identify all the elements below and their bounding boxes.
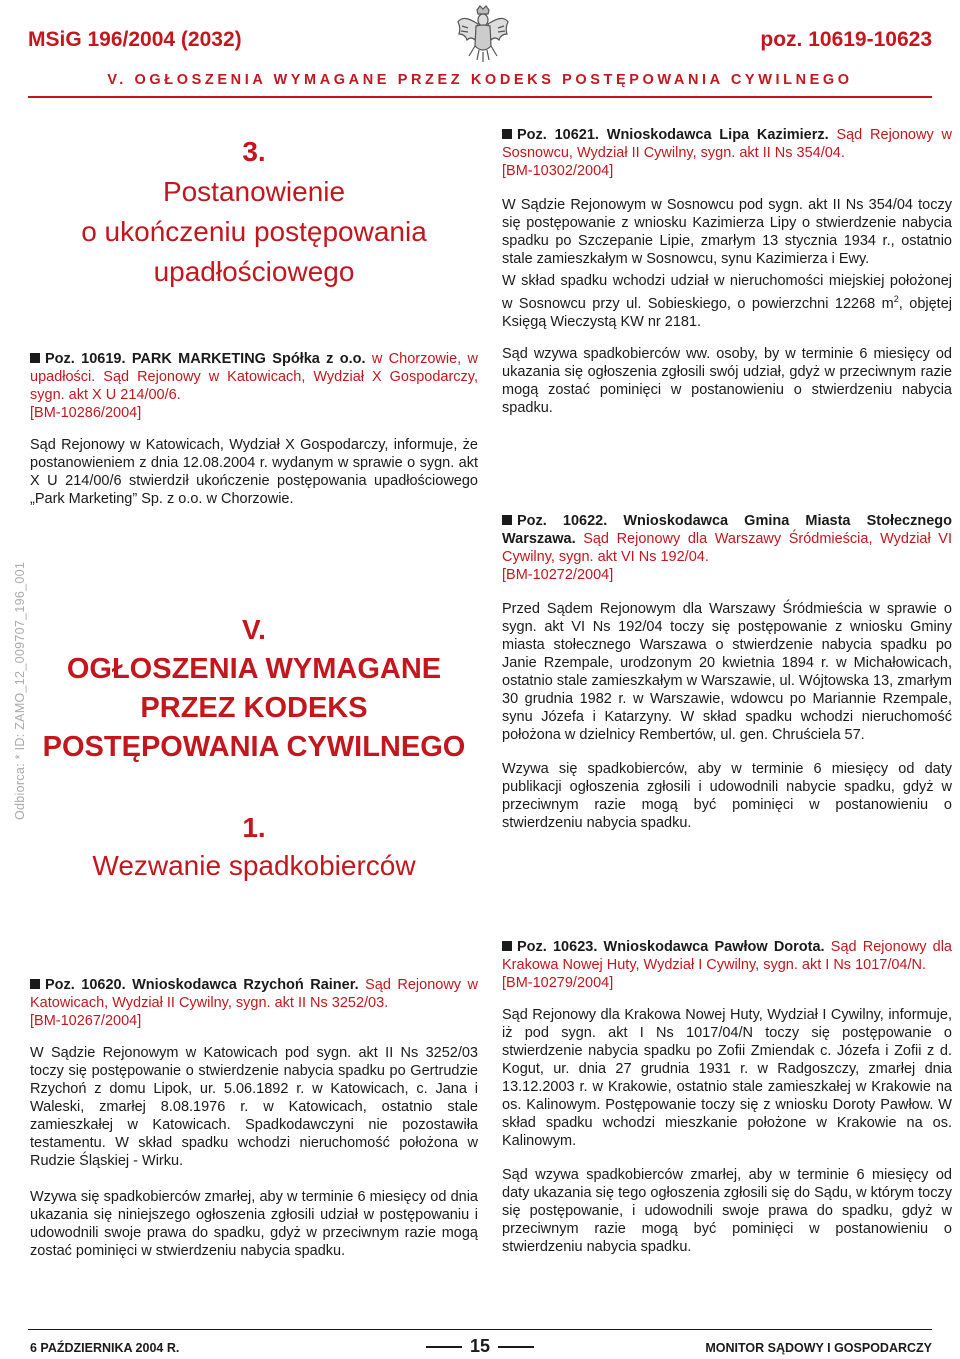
notice-court: Sąd Rejonowy w Sosnowcu, Wydział II Cywilny, sygn. akt II Ns 354/04. [502, 127, 952, 161]
sectionV-title [30, 650, 478, 767]
publication-name: MONITOR SĄDOWY I GOSPODARCZY [705, 1341, 932, 1355]
notice-title: Poz. 10621. Wnioskodawca Lipa Kazimierz. [517, 127, 829, 143]
square-bullet-icon [502, 129, 512, 139]
section3-title-line: Postanowienie [162, 176, 346, 207]
notice-header [30, 976, 478, 1030]
issue-date: 6 PAŹDZIERNIKA 2004 R. [30, 1341, 180, 1355]
position-range: poz. 10619-10623 [760, 28, 932, 51]
notice-paragraph: Przed Sądem Rejonowym dla Warszawy Śródmieścia w sprawie o sygn. akt VI Ns 192/04 toczy się postępowanie z wniosku Gminy miasta stołecznego Warszawa o stwierdzenie nabycia spadku po Janie Rzempale, urodzonym 20 kwietnia 1894 r. w Michałowicach, ostatnio stale zamieszkałym w Warszawie, ul. Wójtowska 13, zmarłym 30 grudnia 1982 r. w Warszawie, wdowcu po Mariannie Rzempale, synu Józefa i Katarzyny. W skład spadku wchodzi nieruchomość położona w dzielnicy Rembertów, ul. gen. Chruściela 57. [502, 601, 952, 743]
notice-title: Poz. 10620. Wnioskodawca Rzychoń Rainer. [45, 977, 359, 993]
section1-title: Wezwanie spadkobierców [92, 850, 416, 881]
square-bullet-icon [30, 353, 40, 363]
dash-decoration [426, 1346, 462, 1348]
notice-reference: [BM-10302/2004] [502, 163, 614, 179]
notice-body [502, 196, 952, 417]
footer-divider [28, 1329, 932, 1330]
notice-paragraph: Wzywa się spadkobierców zmarłej, aby w terminie 6 miesięcy od dnia ukazania się niniejszego ogłoszenia zgłosili udział w postępowaniu i udowodnili swoje prawa do spadku, gdyż w przeciwnym razie mogą zostać pominięci w stwierdzeniu nabycia spadku. [30, 1189, 478, 1259]
notice-10619 [30, 350, 478, 508]
section3-number: 3. [242, 136, 266, 167]
recipient-id-watermark: Odbiorca: * ID: ZAMO_12_009707_196_001 [13, 561, 27, 820]
superscript: 2 [893, 294, 899, 304]
sectionV-number: V. [242, 614, 266, 645]
notice-body [30, 436, 478, 508]
section3-title-line: o ukończeniu postępowania [81, 216, 427, 247]
notice-10622 [502, 512, 952, 832]
text-fragment: , objętej Księgą Wieczystą KW nr 2181. [502, 295, 952, 330]
text-fragment: W skład spadku wchodzi udział w nieruchomości miejskiej położonej w Sosnowcu przy ul. Sobieskiego, o powierzchni 12268 m [502, 273, 952, 312]
notice-paragraph: Sąd Rejonowy w Katowicach, Wydział X Gospodarczy, informuje, że postanowieniem z dnia 12.08.2004 r. wydanym w sprawie o sygn. akt X U 214/00/6 stwierdził ukończenie postępowania upadłościowego „Park Marketing” Sp. z o.o. w Chorzowie. [30, 437, 478, 507]
notice-reference: [BM-10267/2004] [30, 1013, 142, 1029]
square-bullet-icon [502, 515, 512, 525]
notice-paragraph: Sąd wzywa spadkobierców zmarłej, aby w terminie 6 miesięcy od daty ukazania się tego ogłoszenia zgłosili się do Sądu, w którym toczy się postępowanie, i udowodnili swoje prawa do spadku, gdyż w przeciwnym razie mogą być pominięci w postanowieniu o stwierdzeniu nabycia spadku. [502, 1167, 952, 1255]
notice-body [502, 600, 952, 832]
notice-paragraph: Sąd wzywa spadkobierców ww. osoby, by w terminie 6 miesięcy od ukazania się ogłoszenia zgłosili swój udział, gdyż w przeciwnym razie mogą zostać pominięci w postanowieniu o stwierdzeniu nabycia spadku. [502, 345, 952, 416]
notice-10621 [502, 126, 952, 417]
dash-decoration [498, 1346, 534, 1348]
notice-header [502, 126, 952, 180]
notice-title: Poz. 10622. Wnioskodawca Gmina Miasta Stołecznego Warszawa. [502, 513, 952, 547]
notice-paragraph [502, 272, 952, 331]
header-divider [28, 96, 932, 98]
section3-title-line: upadłościowego [153, 256, 355, 287]
notice-10623 [502, 938, 952, 1256]
square-bullet-icon [502, 941, 512, 951]
sectionV-title-line: POSTĘPOWANIA CYWILNEGO [42, 731, 466, 763]
notice-header [502, 938, 952, 992]
notice-court: Sąd Rejonowy dla Krakowa Nowej Huty, Wydział I Cywilny, sygn. akt I Ns 1017/04/N. [502, 939, 952, 973]
notice-reference: [BM-10279/2004] [502, 975, 614, 991]
sectionV-title-line: PRZEZ KODEKS [140, 692, 368, 724]
section1-number: 1. [242, 812, 266, 843]
notice-paragraph: W Sądzie Rejonowym w Katowicach pod sygn. akt II Ns 3252/03 toczy się postępowanie o stwierdzenie nabycia spadku po Gertrudzie Rzychoń z domu Lipok, ur. 5.06.1892 r. w Katowicach, c. Jana i Waleski, zmarłej 8.08.1976 r. w Katowicach, ostatnio stale zamieszkałej w Katowicach. Spadkodawczyni nie pozostawiła testamentu. W skład spadku wchodzi nieruchomość położona w Rudzie Śląskiej - Wirku. [30, 1045, 478, 1169]
notice-reference: [BM-10286/2004] [30, 405, 142, 421]
square-bullet-icon [30, 979, 40, 989]
notice-body [502, 1006, 952, 1256]
notice-court: Sąd Rejonowy dla Warszawy Śródmieścia, Wydział VI Cywilny, sygn. akt VI Ns 192/04. [502, 531, 952, 565]
notice-paragraph: Sąd Rejonowy dla Krakowa Nowej Huty, Wydział I Cywilny, informuje, iż pod sygn. akt I Ns 1017/04/N toczy się postępowanie o stwierdzenie nabycia spadku po Zofii Zmiendak c. Józefa i Zofii z d. Kogut, ur. dnia 27 grudnia 1931 r. w Radgoszczy, zmarłej dnia 13.12.2003 r. w Krakowie, ostatnio stale zamieszkałej w Krakowie na os. Kalinowym. Postępowanie toczy się z wniosku Doroty Pawłow. W skład spadku wchodzi mieszkanie położone w Krakowie na os. Kalinowym. [502, 1007, 952, 1149]
notice-title: Poz. 10623. Wnioskodawca Pawłow Dorota. [517, 939, 825, 955]
section3-title [30, 172, 478, 292]
notice-court: Sąd Rejonowy w Katowicach, Wydział II Cywilny, sygn. akt II Ns 3252/03. [30, 977, 478, 1011]
section-running-title: V. OGŁOSZENIA WYMAGANE PRZEZ KODEKS POSTĘPOWANIA CYWILNEGO [107, 72, 853, 88]
notice-header [502, 512, 952, 584]
notice-paragraph: Wzywa się spadkobierców, aby w terminie 6 miesięcy od daty publikacji ogłoszenia zgłosili i udowodnili nabycie spadku, gdyż w przeciwnym razie mogą być pominięci w postanowieniu o stwierdzeniu nabycia spadku. [502, 761, 952, 831]
notice-court: w Chorzowie, w upadłości. Sąd Rejonowy w Katowicach, Wydział X Gospodarczy, sygn. akt X U 214/00/6. [30, 351, 478, 403]
notice-10620 [30, 976, 478, 1260]
notice-header [30, 350, 478, 422]
sectionV-title-line: OGŁOSZENIA WYMAGANE [66, 653, 442, 685]
page-number: 15 [469, 1336, 491, 1356]
notice-paragraph: W Sądzie Rejonowym w Sosnowcu pod sygn. akt II Ns 354/04 toczy się postępowanie z wniosku Kazimierza Lipy o stwierdzenie nabycia spadku po Szczepanie Lipie, zmarłym 13 stycznia 1934 r., ostatnio stale zamieszkałym w Sosnowcu, synu Kazimierza i Ewy. [502, 197, 952, 267]
notice-title: Poz. 10619. PARK MARKETING Spółka z o.o. [45, 351, 366, 367]
polish-eagle-emblem-icon [455, 4, 511, 66]
publication-issue: MSiG 196/2004 (2032) [28, 28, 242, 51]
notice-reference: [BM-10272/2004] [502, 567, 614, 583]
notice-body [30, 1044, 478, 1260]
